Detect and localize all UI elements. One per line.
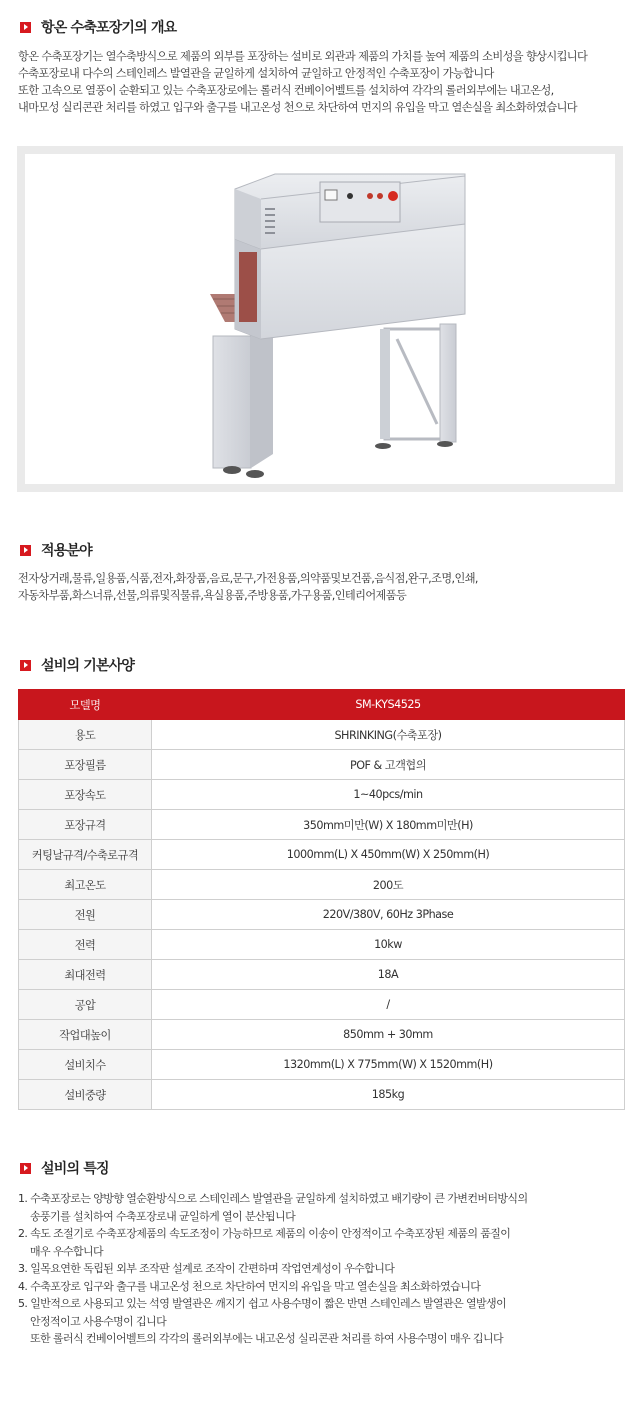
table-row [19, 1020, 625, 1050]
shrink-tunnel-machine-image [25, 154, 615, 484]
feature-line: 안정적이고 사용수명이 깁니다 [30, 1314, 167, 1328]
spec-label: 포장필름 [19, 750, 152, 780]
features-title: 설비의 특징 [41, 1161, 109, 1177]
overview-line: 수축포장로내 다수의 스테인레스 발열관을 균일하게 설치하여 균일하고 안정적인 수축포장이 가능합니다 [18, 67, 494, 80]
spec-value: 350mm미만(W) X 180mm미만(H) [152, 810, 625, 840]
spec-label: 작업대높이 [19, 1020, 152, 1050]
product-photo [25, 154, 615, 484]
spec-title: 설비의 기본사양 [41, 658, 135, 674]
overview-line: 내마모성 실리콘관 처리를 하였고 입구와 출구를 내고온성 천으로 차단하여 먼지의 유입을 막고 열손실을 최소화하였습니다 [18, 101, 577, 114]
features-list [18, 1190, 633, 1348]
spec-label: 공압 [19, 990, 152, 1020]
table-row [19, 750, 625, 780]
feature-line: 3. 일목요연한 독립된 외부 조작판 설계로 조작이 간편하며 작업연계성이 우수합니다 [18, 1262, 395, 1275]
section-marker-icon [20, 22, 31, 33]
spec-value: 10kw [152, 930, 625, 960]
feature-line: 매우 우수합니다 [30, 1244, 104, 1258]
section-marker-icon [20, 1163, 31, 1174]
spec-value: 220V/380V, 60Hz 3Phase [152, 900, 625, 930]
spec-label: 포장규격 [19, 810, 152, 840]
spec-header-row [19, 690, 625, 720]
feature-line: 1. 수축포장로는 양방향 열순환방식으로 스테인레스 발열관을 균일하게 설치하였고 배기량이 큰 가변컨버터방식의 [18, 1192, 528, 1205]
spec-value: 850mm + 30mm [152, 1020, 625, 1050]
feature-line: 5. 일반적으로 사용되고 있는 석영 발열관은 깨지기 쉽고 사용수명이 짧은 반면 스테인레스 발열관은 열발생이 [18, 1297, 507, 1310]
table-row [19, 840, 625, 870]
table-row [19, 960, 625, 990]
table-row [19, 990, 625, 1020]
product-photo-frame [17, 146, 623, 492]
spec-label: 전력 [19, 930, 152, 960]
spec-value: POF & 고객협의 [152, 750, 625, 780]
application-line: 자동차부품,화스너류,선물,의류및직물류,욕실용품,주방용품,가구용품,인테리어제품등 [18, 589, 407, 602]
spec-value: 1~40pcs/min [152, 780, 625, 810]
spec-label: 설비중량 [19, 1080, 152, 1110]
spec-label: 용도 [19, 720, 152, 750]
spec-label: 포장속도 [19, 780, 152, 810]
spec-value: 18A [152, 960, 625, 990]
table-row [19, 720, 625, 750]
table-row [19, 1050, 625, 1080]
application-heading [20, 540, 92, 560]
spec-label: 전원 [19, 900, 152, 930]
table-row [19, 1080, 625, 1110]
table-row [19, 870, 625, 900]
overview-line: 항온 수축포장기는 열수축방식으로 제품의 외부를 포장하는 설비로 외관과 제품의 가치를 높여 제품의 소비성을 향상시킵니다 [18, 50, 588, 63]
application-line: 전자상거래,물류,일용품,식품,전자,화장품,음료,문구,가전용품,의약품및보건품,음식점,완구,조명,인쇄, [18, 572, 478, 585]
overview-title: 항온 수축포장기의 개요 [41, 20, 177, 36]
spec-header-label: 모델명 [19, 690, 152, 720]
spec-value: 1320mm(L) X 775mm(W) X 1520mm(H) [152, 1050, 625, 1080]
overview-heading [20, 17, 176, 37]
feature-line: 또한 롤러식 컨베이어벨트의 각각의 롤러외부에는 내고온성 실리콘관 처리를 하여 사용수명이 매우 깁니다 [30, 1332, 504, 1345]
spec-label: 커팅날규격/수축로규격 [19, 840, 152, 870]
spec-label: 설비치수 [19, 1050, 152, 1080]
table-row [19, 930, 625, 960]
feature-line: 송풍기를 설치하여 수축포장로내 균일하게 열이 분산됩니다 [30, 1209, 296, 1223]
spec-header-value: SM-KYS4525 [152, 690, 625, 720]
spec-table [18, 689, 625, 1110]
spec-value: 1000mm(L) X 450mm(W) X 250mm(H) [152, 840, 625, 870]
section-marker-icon [20, 545, 31, 556]
table-row [19, 780, 625, 810]
spec-value: 200도 [152, 870, 625, 900]
section-marker-icon [20, 660, 31, 671]
application-title: 적용분야 [41, 543, 92, 559]
overview-line: 또한 고속으로 열풍이 순환되고 있는 수축포장로에는 롤러식 컨베이어벨트를 설치하여 각각의 롤러외부에는 내고온성, [18, 84, 554, 97]
spec-value: 185kg [152, 1080, 625, 1110]
spec-label: 최고온도 [19, 870, 152, 900]
application-text [18, 570, 628, 604]
feature-line: 4. 수축포장로 입구와 출구를 내고온성 천으로 차단하여 먼지의 유입을 막고 열손실을 최소화하였습니다 [18, 1279, 481, 1293]
spec-label: 최대전력 [19, 960, 152, 990]
table-row [19, 810, 625, 840]
spec-value: SHRINKING(수축포장) [152, 720, 625, 750]
features-heading [20, 1158, 109, 1178]
table-row [19, 900, 625, 930]
overview-text [18, 48, 628, 116]
spec-heading [20, 655, 134, 675]
feature-line: 2. 속도 조절기로 수축포장제품의 속도조정이 가능하므로 제품의 이송이 안정적이고 수축포장된 제품의 품질이 [18, 1227, 511, 1240]
spec-value: / [152, 990, 625, 1020]
